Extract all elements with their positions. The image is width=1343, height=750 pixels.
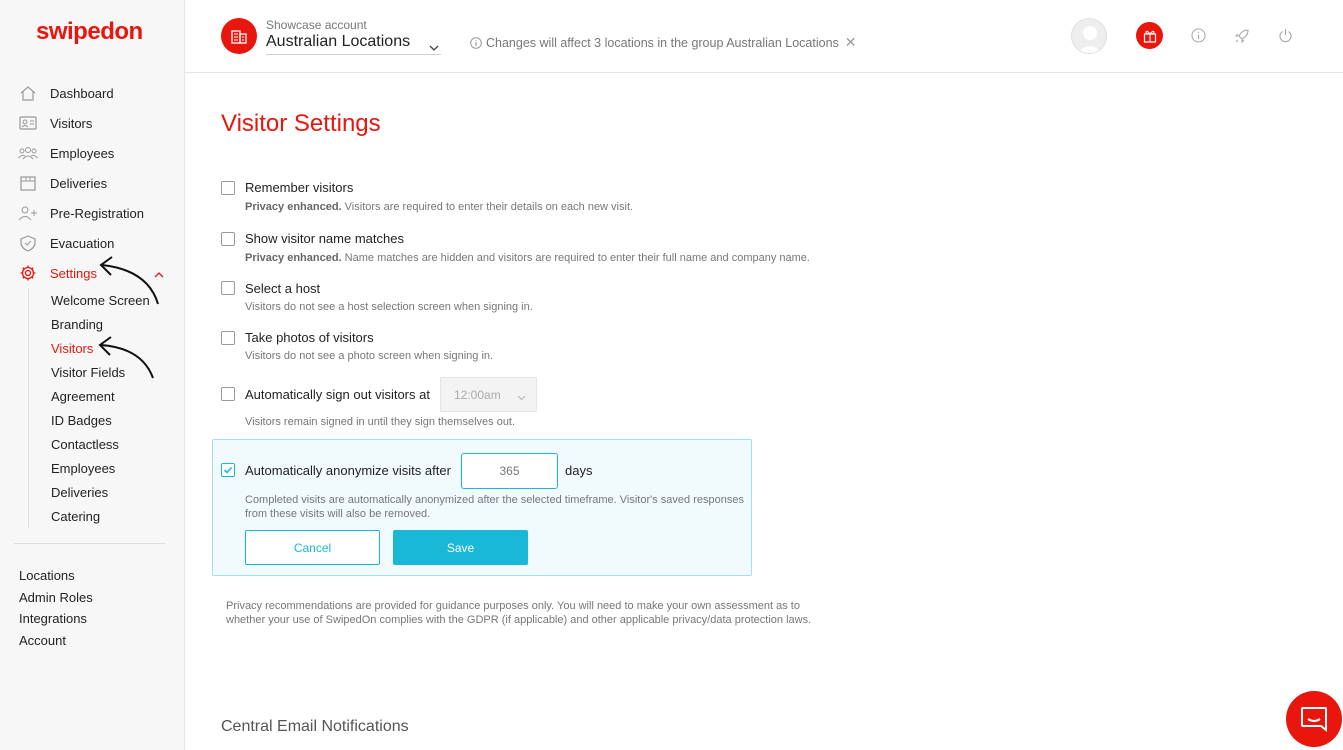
sidebar-item-employees[interactable] bbox=[0, 138, 184, 168]
subnav-item-welcome-screen[interactable]: Welcome Screen bbox=[51, 292, 150, 308]
option-label: Select a host bbox=[245, 281, 321, 296]
location-building-icon bbox=[221, 18, 257, 54]
sidebar-item-account[interactable]: Account bbox=[19, 632, 66, 648]
subnav-item-catering[interactable]: Catering bbox=[51, 508, 101, 524]
option-description: Visitors do not see a photo screen when signing in. bbox=[245, 350, 494, 362]
auto-anonymize-checkbox[interactable] bbox=[221, 463, 235, 477]
anonymize-description: Completed visits are automatically anonymized after the selected timeframe. Visitor's saved responses from these visits will also be removed. bbox=[245, 494, 744, 520]
group-notice-text: Changes will affect 3 locations in the group Australian Locations bbox=[486, 35, 839, 50]
days-unit-label: days bbox=[565, 463, 593, 478]
close-icon[interactable]: ✕ bbox=[844, 34, 857, 50]
anonymize-days-input[interactable] bbox=[461, 453, 558, 489]
option-description bbox=[245, 252, 810, 264]
chat-launcher-button[interactable] bbox=[1286, 691, 1342, 747]
subnav-item-employees[interactable]: Employees bbox=[51, 460, 116, 476]
privacy-enhanced-tag: Privacy enhanced. bbox=[245, 252, 342, 264]
sign-out-time-value: 12:00am bbox=[454, 387, 501, 402]
user-plus-icon bbox=[18, 204, 38, 222]
sidebar-item-label: Dashboard bbox=[50, 85, 114, 101]
bottom-nav bbox=[19, 565, 93, 651]
subnav-item-agreement[interactable]: Agreement bbox=[51, 388, 115, 404]
chevron-up-icon[interactable] bbox=[154, 266, 164, 281]
top-header bbox=[185, 0, 1343, 73]
account-selector-underline bbox=[266, 54, 441, 55]
select-host-checkbox[interactable] bbox=[221, 281, 235, 295]
swipedon-logo[interactable]: swipedon bbox=[36, 18, 143, 45]
info-icon[interactable] bbox=[1190, 27, 1207, 44]
option-label: Show visitor name matches bbox=[245, 231, 404, 246]
subnav-item-visitors[interactable]: Visitors bbox=[51, 340, 94, 356]
option-label: Remember visitors bbox=[245, 180, 354, 195]
home-icon bbox=[18, 84, 38, 102]
save-button[interactable]: Save bbox=[393, 530, 528, 565]
subnav-item-id-badges[interactable]: ID Badges bbox=[51, 412, 112, 428]
sidebar-item-pre-registration[interactable] bbox=[0, 198, 184, 228]
page-title: Visitor Settings bbox=[221, 110, 381, 137]
people-icon bbox=[18, 144, 38, 162]
id-card-icon bbox=[18, 114, 38, 132]
sidebar-item-label: Visitors bbox=[50, 115, 93, 131]
box-icon bbox=[18, 174, 38, 192]
subnav-item-deliveries[interactable]: Deliveries bbox=[51, 484, 109, 500]
sidebar-divider bbox=[14, 543, 165, 544]
option-label: Automatically anonymize visits after bbox=[245, 463, 451, 478]
sidebar-item-locations[interactable]: Locations bbox=[19, 568, 75, 584]
power-icon[interactable] bbox=[1277, 27, 1294, 44]
option-description-text: Visitors are required to enter their details on each new visit. bbox=[341, 201, 634, 213]
option-description bbox=[245, 201, 633, 213]
central-email-notifications-heading: Central Email Notifications bbox=[221, 718, 409, 735]
option-label: Take photos of visitors bbox=[245, 330, 374, 345]
privacy-enhanced-tag: Privacy enhanced. bbox=[245, 201, 342, 213]
account-label: Showcase account bbox=[266, 18, 367, 32]
account-selector[interactable]: Australian Locations bbox=[266, 33, 411, 50]
main-nav bbox=[0, 78, 184, 528]
option-description: Visitors remain signed in until they sign themselves out. bbox=[245, 416, 516, 428]
info-icon bbox=[470, 37, 482, 49]
sidebar-item-integrations[interactable]: Integrations bbox=[19, 611, 87, 627]
shield-icon bbox=[18, 234, 38, 252]
chevron-down-icon bbox=[517, 390, 526, 404]
auto-sign-out-checkbox[interactable] bbox=[221, 387, 235, 401]
sign-out-time-select[interactable] bbox=[440, 377, 537, 412]
sidebar-item-evacuation[interactable] bbox=[0, 228, 184, 258]
sidebar-item-label: Evacuation bbox=[50, 235, 115, 251]
sidebar-item-dashboard[interactable] bbox=[0, 78, 184, 108]
take-photos-checkbox[interactable] bbox=[221, 331, 235, 345]
group-notice bbox=[470, 34, 857, 51]
sidebar-item-label: Employees bbox=[50, 145, 115, 161]
gear-icon bbox=[18, 264, 38, 282]
sidebar-item-visitors[interactable] bbox=[0, 108, 184, 138]
show-name-matches-checkbox[interactable] bbox=[221, 232, 235, 246]
chat-icon bbox=[1300, 706, 1328, 732]
avatar[interactable] bbox=[1071, 18, 1107, 54]
subnav-item-contactless[interactable]: Contactless bbox=[51, 436, 119, 452]
settings-subnav bbox=[28, 288, 184, 528]
gift-icon[interactable] bbox=[1136, 22, 1163, 49]
sidebar-item-label: Pre-Registration bbox=[50, 205, 144, 221]
sidebar-item-admin-roles[interactable]: Admin Roles bbox=[19, 589, 93, 605]
option-description: Visitors do not see a host selection screen when signing in. bbox=[245, 301, 533, 313]
remember-visitors-checkbox[interactable] bbox=[221, 181, 235, 195]
option-label: Automatically sign out visitors at bbox=[245, 387, 430, 402]
sidebar-item-label: Deliveries bbox=[50, 175, 108, 191]
check-icon bbox=[222, 464, 234, 476]
subnav-item-visitor-fields[interactable]: Visitor Fields bbox=[51, 364, 126, 380]
sidebar bbox=[0, 0, 185, 750]
privacy-note: Privacy recommendations are provided for guidance purposes only. You will need to make your own assessment as to whether your use of SwipedOn complies with the GDPR (if applicable) and other applicable privacy/data protection laws. bbox=[226, 600, 812, 626]
rocket-icon[interactable] bbox=[1233, 27, 1250, 44]
sidebar-item-deliveries[interactable] bbox=[0, 168, 184, 198]
option-description-text: Name matches are hidden and visitors are required to enter their full name and company name. bbox=[341, 252, 810, 264]
sidebar-item-settings[interactable] bbox=[0, 258, 184, 288]
sidebar-item-label: Settings bbox=[50, 265, 97, 281]
cancel-button[interactable]: Cancel bbox=[245, 530, 380, 565]
subnav-item-branding[interactable]: Branding bbox=[51, 316, 104, 332]
